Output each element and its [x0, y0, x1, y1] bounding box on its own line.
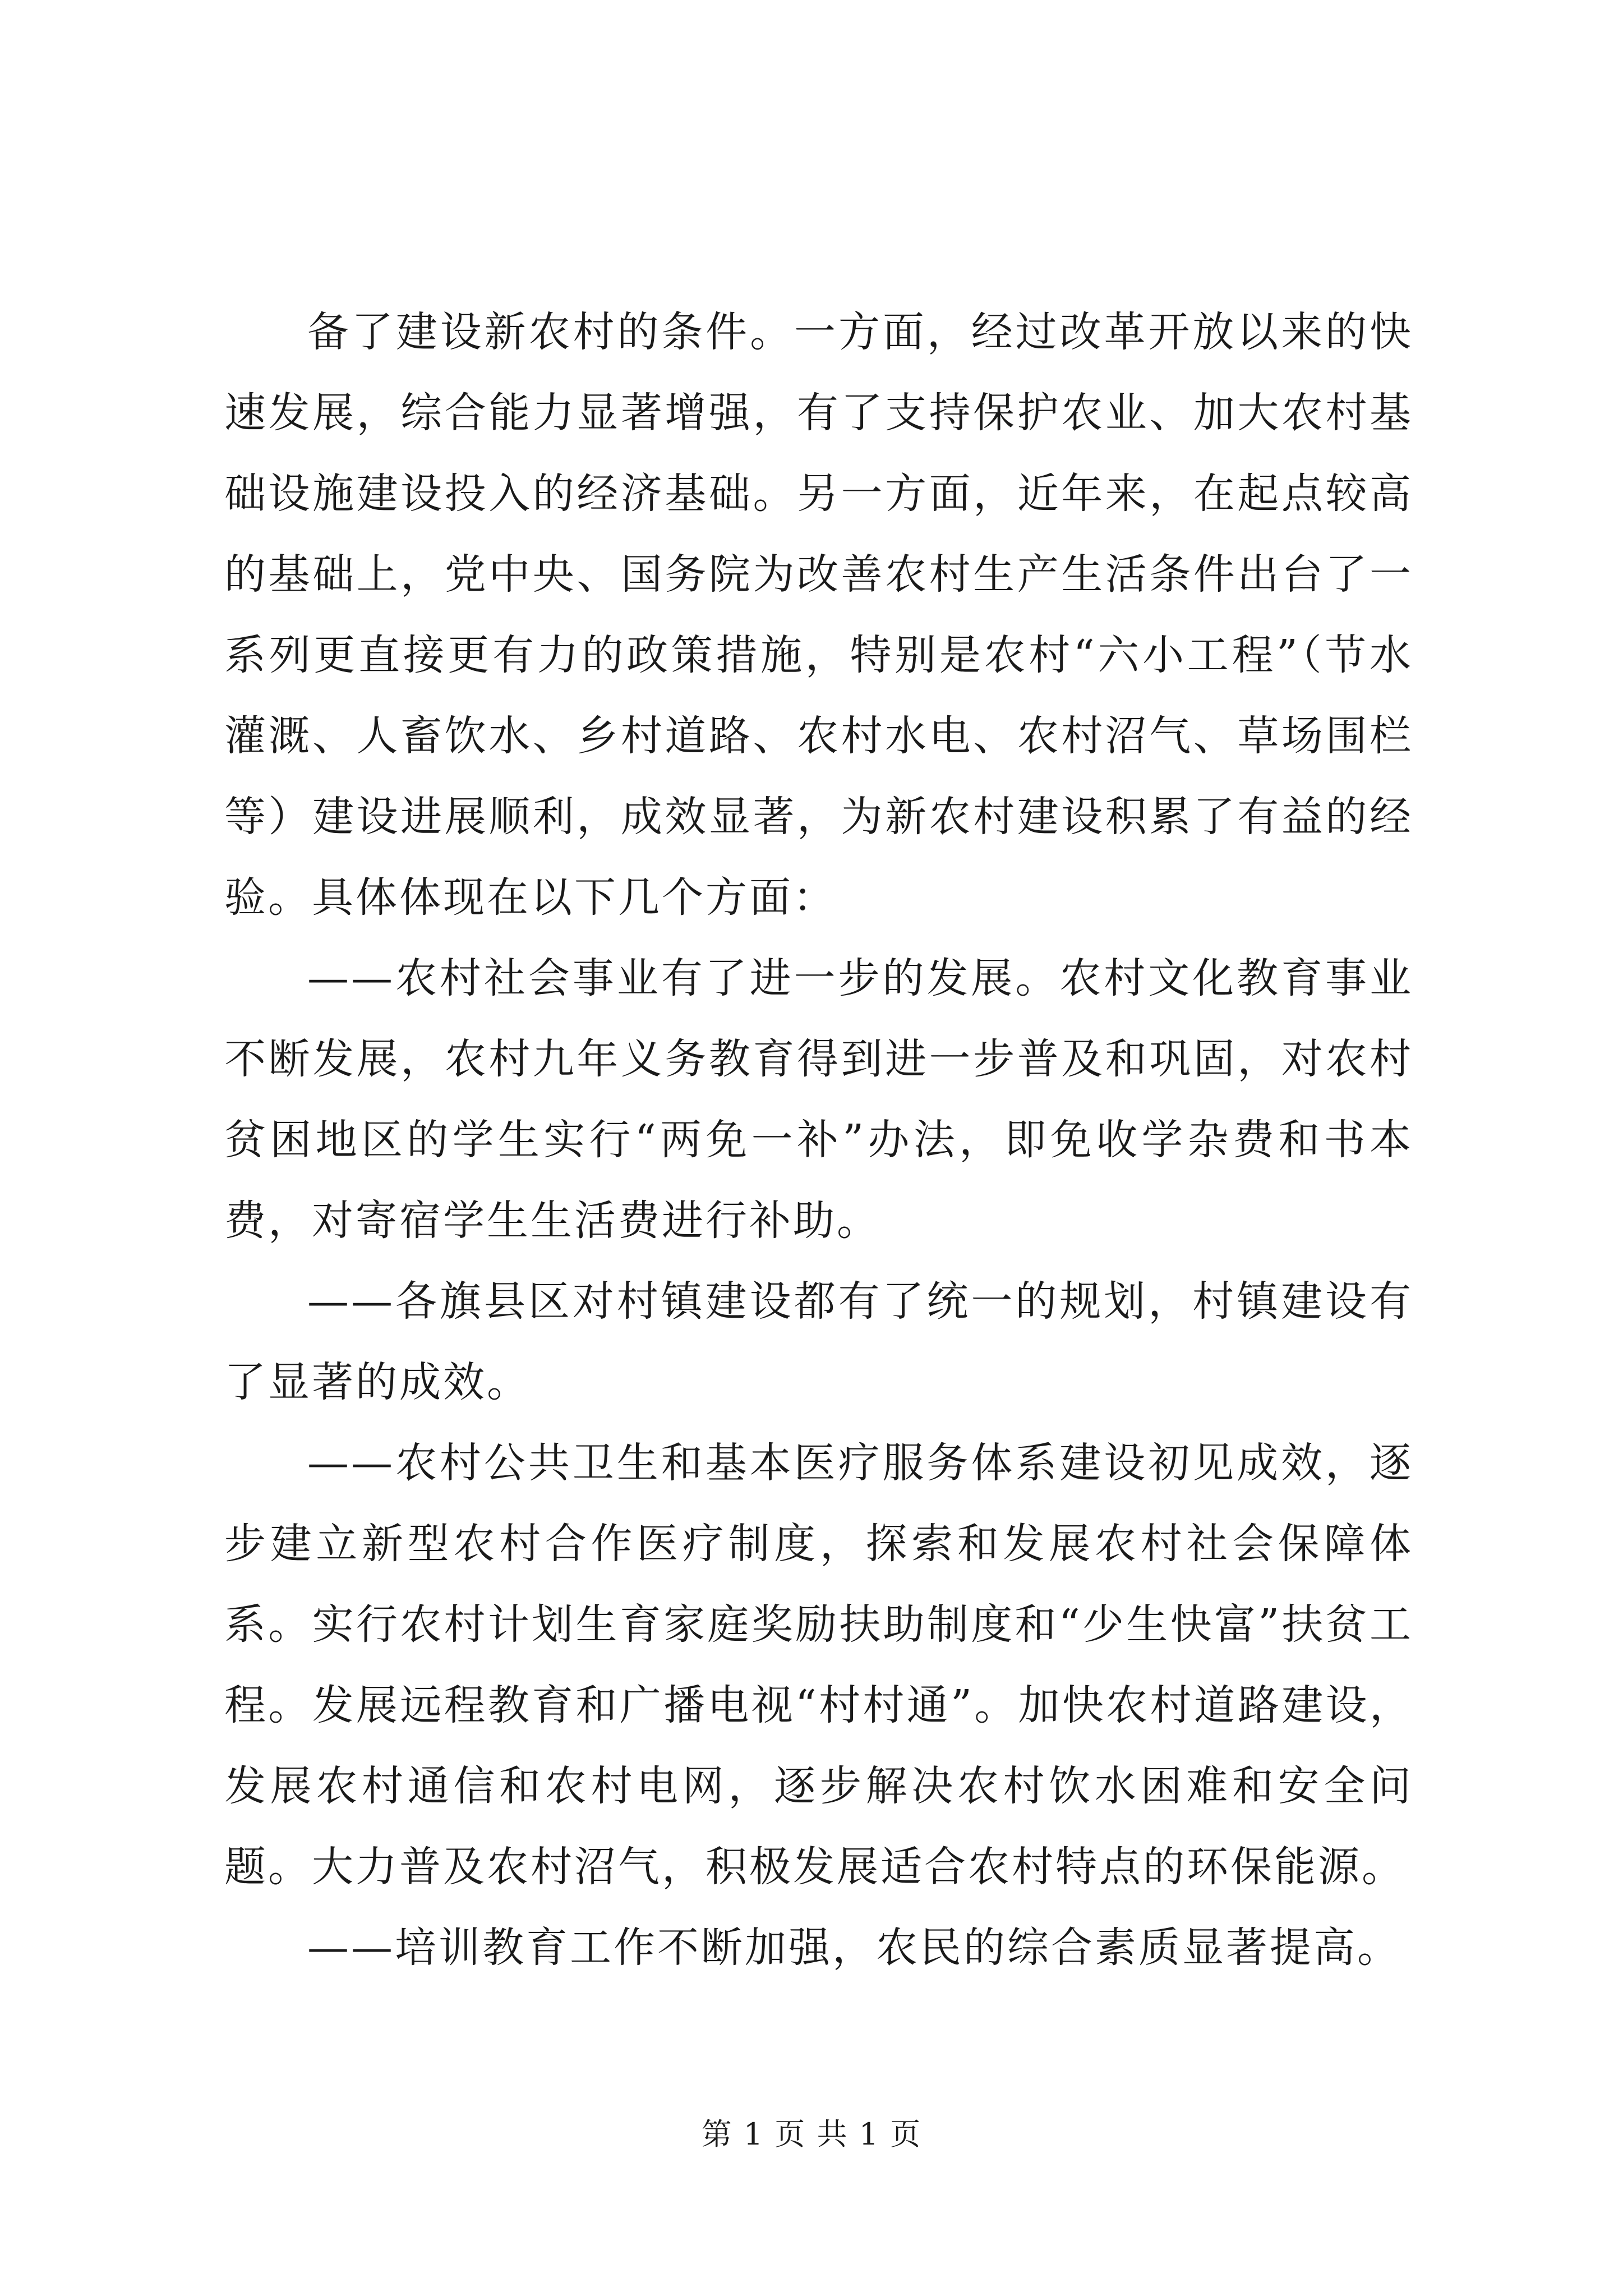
paragraph-public-health: ——农村公共卫生和基本医疗服务体系建设初见成效，逐步建立新型农村合作医疗制度，探索和发展农村社会保障体系。实行农村计划生育家庭奖励扶助制度和“少生快富”扶贫工程。发展远程教育和广播电视“村村通”。加快农村道路建设，发展农村通信和农村电网，逐步解决农村饮水困难和安全问题。大力普及农村沼气，积极发展适合农村特点的环保能源。 [224, 1439, 1413, 1891]
paragraph-continuation: 备了建设新农村的条件。一方面，经过改革开放以来的快速发展，综合能力显著增强，有了支持保护农业、加大农村基础设施建设投入的经济基础。另一方面，近年来，在起点较高的基础上，党中央、国务院为改善农村生产生活条件出台了一系列更直接更有力的政策措施，特别是农村“六小工程”（节水灌溉、人畜饮水、乡村道路、农村水电、农村沼气、草场围栏等）建设进展顺利，成效显著，为新农村建设积累了有益的经验。具体体现在以下几个方面： [224, 308, 1413, 922]
paragraph-training-education: ——培训教育工作不断加强，农民的综合素质显著提高。 [307, 1924, 1401, 1972]
paragraph-rural-social-affairs: ——农村社会事业有了进一步的发展。农村文化教育事业不断发展，农村九年义务教育得到进一步普及和巩固，对农村贫困地区的学生实行“两免一补”办法，即免收学杂费和书本费，对寄宿学生生活费进行补助。 [224, 954, 1413, 1245]
page-footer: 第 1 页 共 1 页 [701, 2116, 922, 2152]
document-body [224, 292, 1413, 1988]
paragraph-village-planning: ——各旗县区对村镇建设都有了统一的规划，村镇建设有了显著的成效。 [224, 1277, 1413, 1406]
